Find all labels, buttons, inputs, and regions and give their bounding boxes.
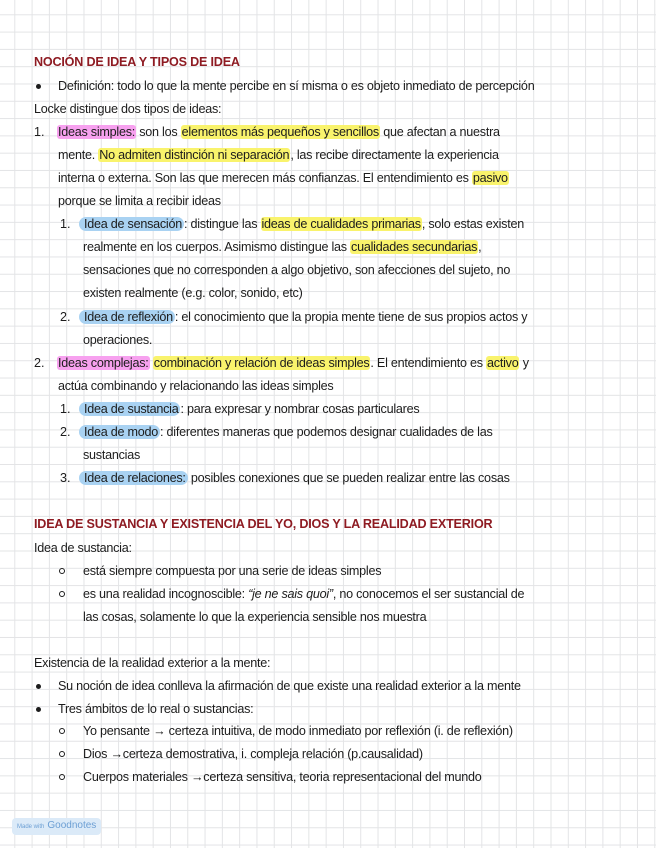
text: : diferentes maneras que podemos designar cualidades de las (160, 425, 493, 439)
text: . El entendimiento es (370, 356, 487, 370)
exterior-subtitle: Existencia de la realidad exterior a la mente: (34, 656, 271, 670)
text: : el conocimiento que la propia mente tiene de sus propios actos y (174, 310, 528, 324)
text: mente. (58, 148, 99, 162)
circle-bullet-icon (59, 591, 65, 597)
complex-ideas-line-1 (57, 355, 529, 371)
sensation-line-4: existen realmente (e.g. color, sonido, etc) (83, 286, 303, 300)
sensation-line-3: sensaciones que no corresponden a algo objetivo, son afecciones del sujeto, no (83, 263, 511, 277)
highlight-blue: Idea de sustancia (79, 402, 180, 416)
exterior-point-1: Su noción de idea conlleva la afirmación de que existe una realidad exterior a la mente (58, 679, 521, 693)
bullet-icon (36, 84, 41, 89)
highlight-yellow: pasivo (472, 171, 508, 185)
bullet-icon (36, 684, 41, 689)
circle-bullet-icon (59, 568, 65, 574)
reflection-line-2: operaciones. (83, 333, 153, 347)
highlight-blue: Idea de sensación (79, 217, 184, 231)
text: realmente en los cuerpos. Asimismo distingue las (83, 240, 351, 254)
relations-line (79, 470, 510, 486)
text: , solo estas existen (421, 217, 524, 231)
exterior-point-2: Tres ámbitos de lo real o sustancias: (58, 702, 254, 716)
highlight-yellow: cualidades secundarias (351, 240, 478, 254)
simple-ideas-line-2 (58, 147, 499, 163)
definition-line: Definición: todo lo que la mente percibe en sí misma o es objeto inmediato de percepción (58, 79, 535, 93)
highlight-yellow: ideas de cualidades primarias (261, 217, 421, 231)
bullet-icon (36, 707, 41, 712)
highlight-pink: Ideas simples: (58, 125, 135, 139)
list-number: 3. (60, 471, 71, 485)
simple-ideas-line-3 (58, 170, 509, 186)
section-title-idea: NOCIÓN DE IDEA Y TIPOS DE IDEA (34, 55, 240, 69)
list-number: 1. (60, 402, 71, 416)
substance-point-2 (83, 586, 524, 602)
list-number: 2. (34, 356, 45, 370)
section-title-substance: IDEA DE SUSTANCIA Y EXISTENCIA DEL YO, DIOS Y LA REALIDAD EXTERIOR (34, 517, 493, 531)
circle-bullet-icon (59, 728, 65, 734)
text: , (478, 240, 482, 254)
circle-bullet-icon (59, 774, 65, 780)
highlight-blue: Idea de reflexión (79, 310, 175, 324)
list-number: 1. (60, 217, 71, 231)
highlight-yellow: No admiten distinción ni separación (99, 148, 290, 162)
italic-phrase: “je ne sais quoi” (248, 587, 333, 601)
substance-line (79, 401, 419, 417)
list-number: 1. (34, 125, 45, 139)
sensation-line-2 (83, 239, 481, 255)
text: interna o externa. Son las que merecen más confianzas. El entendimiento es (58, 171, 472, 185)
text: y (519, 356, 529, 370)
complex-ideas-line-2: actúa combinando y relacionando las ideas simples (58, 379, 334, 393)
simple-ideas-line-4: porque se limita a recibir ideas (58, 194, 221, 208)
reflection-line-1 (79, 309, 527, 325)
highlight-blue: Idea de relaciones: (79, 471, 188, 485)
list-number: 2. (60, 310, 71, 324)
circle-bullet-icon (59, 751, 65, 757)
realm-god: Dios →certeza demostrativa, i. compleja relación (p.causalidad) (83, 747, 423, 761)
text: : distingue las (183, 217, 261, 231)
highlight-blue: Idea de modo (79, 425, 160, 439)
text: posibles conexiones que se pueden realizar entre las cosas (187, 471, 510, 485)
text: son los (136, 125, 181, 139)
text: es una realidad incognoscible: (83, 587, 249, 601)
highlight-yellow: combinación y relación de ideas simples (153, 356, 370, 370)
sensation-line-1 (79, 216, 524, 232)
text: , las recibe directamente la experiencia (290, 148, 499, 162)
brand-label: Goodnotes (47, 820, 97, 831)
highlight-yellow: elementos más pequeños y sencillos (181, 125, 379, 139)
realm-bodies: Cuerpos materiales →certeza sensitiva, teoria representacional del mundo (83, 770, 482, 784)
goodnotes-badge (12, 818, 101, 835)
text: , no conocemos el ser sustancial de (332, 587, 525, 601)
mode-line-1 (79, 424, 493, 440)
highlight-pink: Ideas complejas: (58, 356, 149, 370)
intro-line: Locke distingue dos tipos de ideas: (34, 102, 222, 116)
made-with-label: Made with (17, 824, 45, 830)
list-number: 2. (60, 425, 71, 439)
substance-point-2-cont: las cosas, solamente lo que la experiencia sensible nos muestra (83, 610, 427, 624)
mode-line-2: sustancias (83, 448, 141, 462)
text: que afectan a nuestra (379, 125, 500, 139)
text: : para expresar y nombrar cosas particulares (180, 402, 420, 416)
highlight-yellow: activo (487, 356, 519, 370)
substance-point-1: está siempre compuesta por una serie de ideas simples (83, 564, 382, 578)
substance-subtitle: Idea de sustancia: (34, 541, 132, 555)
simple-ideas-line-1 (57, 124, 500, 140)
realm-self: Yo pensante → certeza intuitiva, de modo inmediato por reflexión (i. de reflexión) (83, 724, 513, 738)
